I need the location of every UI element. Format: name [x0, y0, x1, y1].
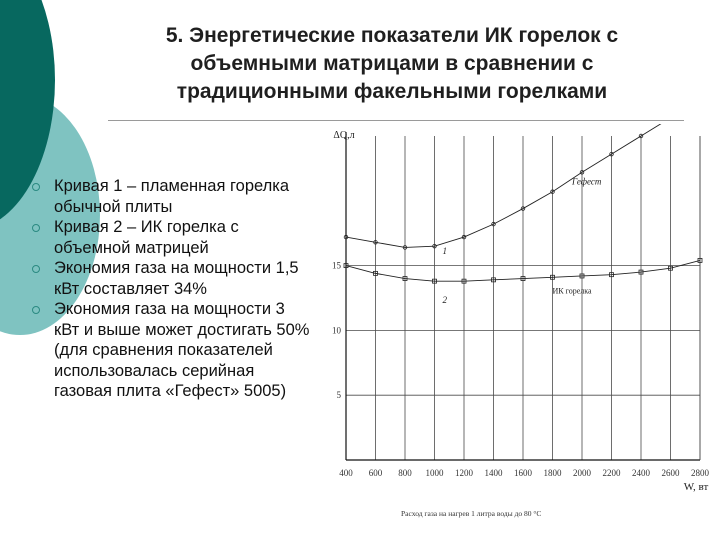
bullet-text: Кривая 2 – ИК горелка с объемной матрицей — [54, 218, 239, 257]
bullet-list — [32, 176, 312, 402]
y-tick-label: 15 — [332, 260, 341, 271]
title-divider — [108, 120, 684, 121]
circle-bullet-icon — [32, 224, 40, 232]
bullet-note — [32, 340, 312, 402]
x-tick-label: 2800 — [691, 468, 709, 478]
x-tick-label: 1000 — [425, 468, 444, 478]
x-axis-label: W, вт — [683, 481, 709, 493]
circle-bullet-icon — [32, 265, 40, 273]
x-tick-label: 2000 — [573, 468, 591, 478]
bullet-item — [32, 217, 312, 258]
gas-consumption-chart — [318, 124, 710, 528]
x-tick-label: 1200 — [455, 468, 473, 478]
x-tick-label: 800 — [398, 468, 412, 478]
series-name-label: Гефест — [572, 176, 602, 187]
x-tick-label: 1800 — [543, 468, 562, 478]
x-tick-label: 2600 — [661, 468, 680, 478]
x-tick-label: 1400 — [484, 468, 503, 478]
bullet-text: Экономия газа на мощности 3 кВт и выше может достигать 50% — [54, 300, 310, 339]
curve-number-label: 2 — [442, 295, 447, 306]
bullet-item — [32, 299, 312, 340]
series-name-label: ИК горелка — [552, 286, 592, 296]
x-tick-label: 2200 — [602, 468, 621, 478]
x-tick-label: 2400 — [632, 468, 650, 478]
curve-number-label: 1 — [442, 246, 447, 257]
circle-bullet-icon — [32, 306, 40, 314]
bullet-item — [32, 258, 312, 299]
y-tick-label: 10 — [332, 325, 341, 336]
series-line-1 — [346, 124, 685, 247]
bullet-text: Кривая 1 – пламенная горелка обычной плиты — [54, 177, 290, 216]
bullet-text: (для сравнения показателей использовалась серийная газовая плита «Гефест» 5005) — [54, 341, 287, 400]
bullet-item — [32, 176, 312, 217]
chart-footnote: Расход газа на нагрев 1 литра воды до 80 °С — [401, 509, 542, 518]
y-tick-label: 5 — [336, 390, 341, 401]
x-tick-label: 1600 — [514, 468, 532, 478]
circle-bullet-icon — [32, 183, 40, 191]
bullet-text: Экономия газа на мощности 1,5 кВт составляет 34% — [54, 259, 299, 298]
chart-grid — [346, 136, 700, 460]
x-tick-label: 600 — [368, 468, 383, 478]
slide-title: 5. Энергетические показатели ИК горелок с объемными матрицами в сравнении с традиционными факельными горелками — [165, 24, 619, 103]
x-tick-label: 400 — [339, 468, 353, 478]
y-axis-label: ΔQ,л — [333, 130, 355, 141]
